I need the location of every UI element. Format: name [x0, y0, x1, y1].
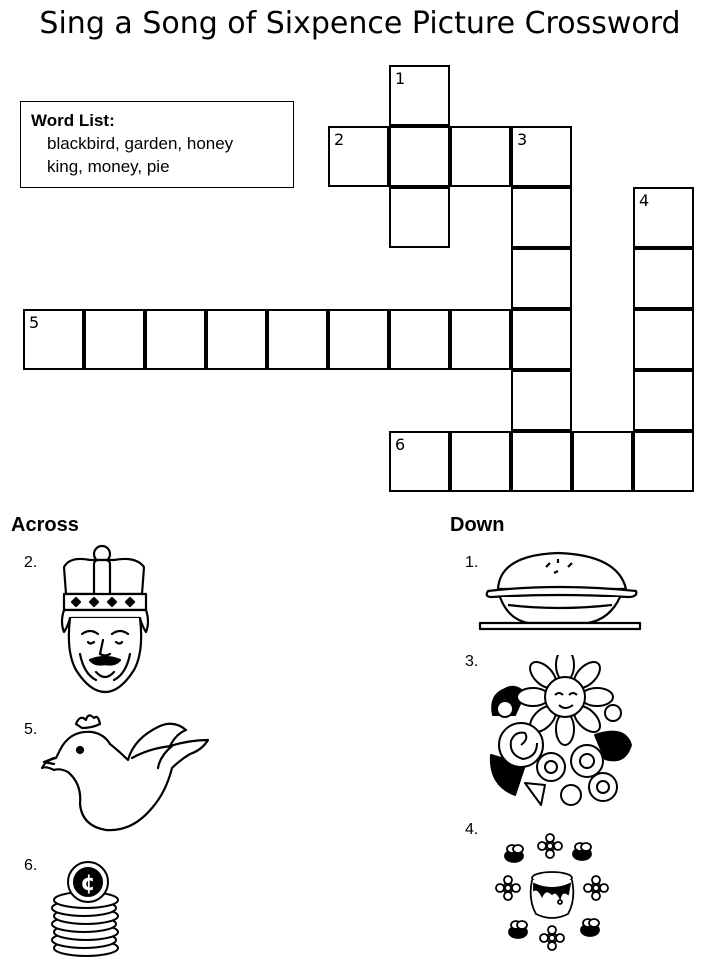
grid-cell[interactable] — [389, 309, 450, 370]
grid-cell[interactable] — [389, 126, 450, 187]
grid-cell[interactable] — [389, 431, 450, 492]
grid-cell[interactable] — [511, 187, 572, 248]
grid-cell[interactable] — [511, 370, 572, 431]
grid-cell[interactable] — [511, 126, 572, 187]
cell-number: 2 — [334, 130, 345, 149]
down-heading: Down — [450, 514, 505, 536]
grid-cell[interactable] — [450, 431, 511, 492]
grid-cell[interactable] — [511, 248, 572, 309]
king-crown-icon — [50, 542, 160, 697]
grid-cell[interactable] — [633, 309, 694, 370]
down-clue-number: 1. — [465, 554, 479, 571]
grid-cell[interactable] — [389, 65, 450, 126]
word-list-line: king, money, pie — [47, 157, 170, 176]
across-clue-number: 6. — [24, 857, 38, 874]
blackbird-icon — [40, 712, 210, 837]
grid-cell[interactable] — [267, 309, 328, 370]
down-clue-number: 3. — [465, 653, 479, 670]
flower-garden-icon — [485, 655, 635, 810]
down-clue-number: 4. — [465, 821, 479, 838]
cell-number: 4 — [639, 191, 650, 210]
cell-number: 1 — [395, 69, 406, 88]
grid-cell[interactable] — [633, 187, 694, 248]
honey-pot-bees-icon — [490, 828, 615, 953]
coin-stack-icon — [48, 860, 123, 960]
cell-number: 5 — [29, 313, 40, 332]
cell-number: 3 — [517, 130, 528, 149]
grid-cell[interactable] — [328, 126, 389, 187]
grid-cell[interactable] — [23, 309, 84, 370]
grid-cell[interactable] — [633, 248, 694, 309]
grid-cell[interactable] — [145, 309, 206, 370]
grid-cell[interactable] — [389, 187, 450, 248]
grid-cell[interactable] — [328, 309, 389, 370]
svg-text:¢: ¢ — [80, 871, 96, 896]
grid-cell[interactable] — [84, 309, 145, 370]
pie-icon — [478, 545, 643, 633]
cell-number: 6 — [395, 435, 406, 454]
across-clue-number: 2. — [24, 554, 38, 571]
word-list-heading: Word List: — [31, 111, 115, 130]
word-list-box — [20, 101, 294, 188]
grid-cell[interactable] — [633, 370, 694, 431]
grid-cell[interactable] — [511, 431, 572, 492]
word-list-line: blackbird, garden, honey — [47, 134, 234, 153]
grid-cell[interactable] — [206, 309, 267, 370]
grid-cell[interactable] — [572, 431, 633, 492]
grid-cell[interactable] — [450, 126, 511, 187]
grid-cell[interactable] — [633, 431, 694, 492]
page-title: Sing a Song of Sixpence Picture Crossword — [39, 6, 681, 41]
across-heading: Across — [11, 514, 79, 536]
grid-cell[interactable] — [511, 309, 572, 370]
across-clue-number: 5. — [24, 721, 38, 738]
grid-cell[interactable] — [450, 309, 511, 370]
